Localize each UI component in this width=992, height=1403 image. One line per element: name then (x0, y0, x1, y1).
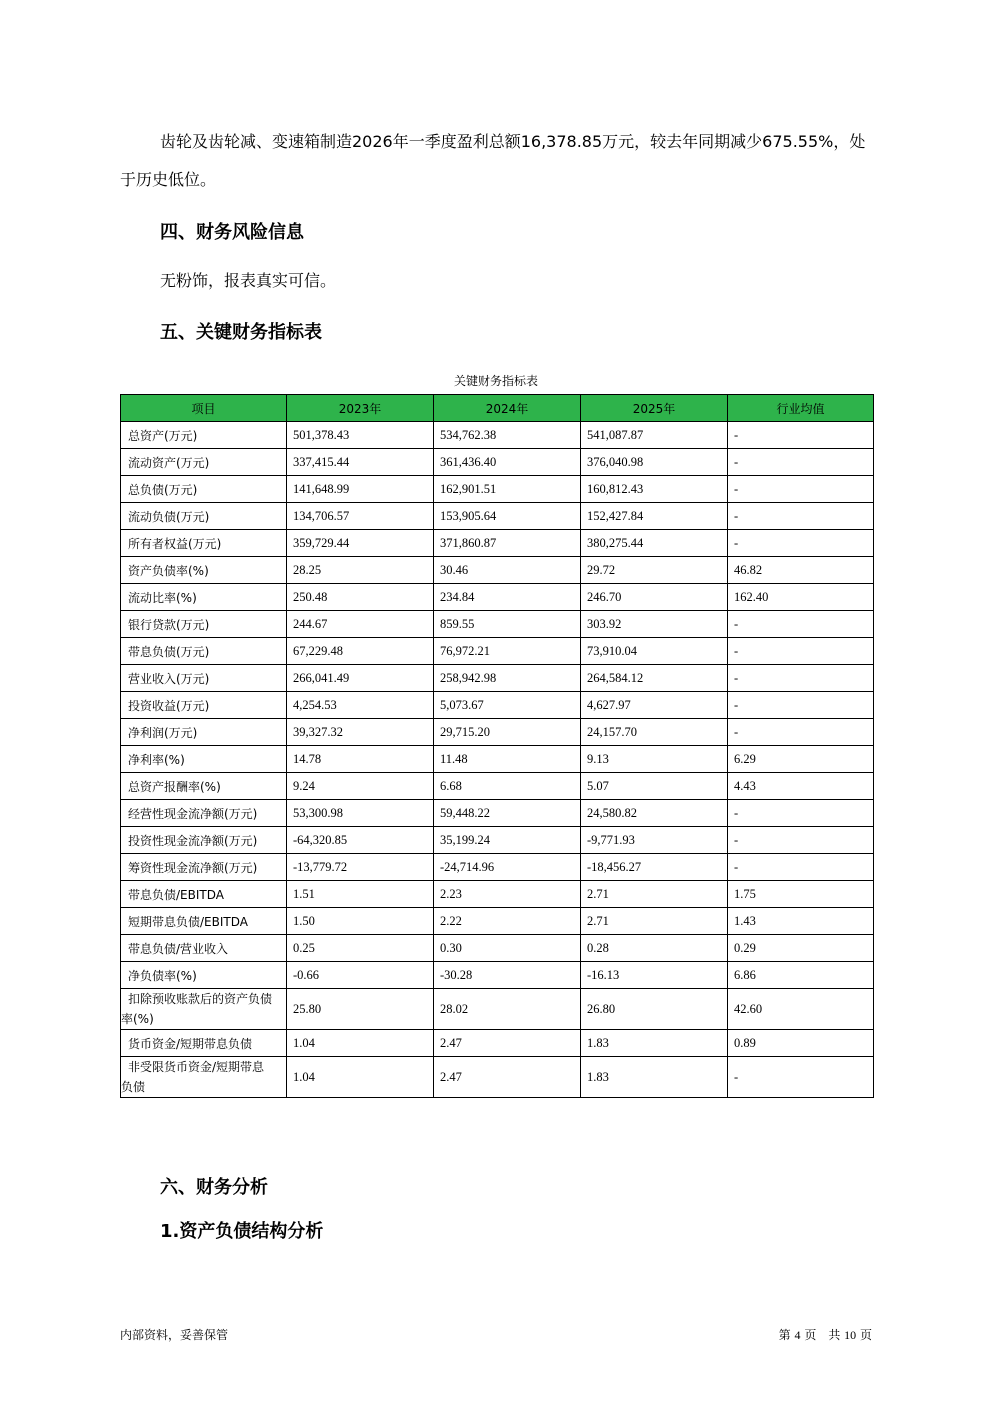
row-label: 净利率(%) (121, 746, 287, 773)
cell-y2024: 2.47 (434, 1057, 581, 1098)
cell-y2023: 0.25 (287, 935, 434, 962)
cell-y2023: 1.04 (287, 1030, 434, 1057)
cell-industry-avg: - (728, 719, 874, 746)
cell-industry-avg: - (728, 800, 874, 827)
row-label: 净利润(万元) (121, 719, 287, 746)
key-financial-table (120, 394, 874, 1098)
cell-y2025: 303.92 (581, 611, 728, 638)
cell-y2023: 14.78 (287, 746, 434, 773)
cell-industry-avg: 1.75 (728, 881, 874, 908)
cell-y2023: -13,779.72 (287, 854, 434, 881)
cell-y2024: 76,972.21 (434, 638, 581, 665)
cell-y2023: 141,648.99 (287, 476, 434, 503)
cell-industry-avg: - (728, 665, 874, 692)
cell-y2025: 246.70 (581, 584, 728, 611)
cell-y2024: 2.47 (434, 1030, 581, 1057)
cell-y2023: 53,300.98 (287, 800, 434, 827)
cell-y2024: 0.30 (434, 935, 581, 962)
row-label-line-2: 率(%) (121, 1012, 154, 1026)
cell-y2024: 371,860.87 (434, 530, 581, 557)
row-label (121, 989, 287, 1030)
row-label: 流动比率(%) (121, 584, 287, 611)
intro-paragraph: 齿轮及齿轮减、变速箱制造2026年一季度盈利总额16,378.85万元，较去年同期减少675.55%，处于历史低位。 (120, 132, 866, 189)
table-row (121, 476, 874, 503)
cell-y2025: 160,812.43 (581, 476, 728, 503)
row-label: 带息负债/营业收入 (121, 935, 287, 962)
header-item: 项目 (121, 395, 287, 422)
table-row (121, 692, 874, 719)
cell-y2025: 2.71 (581, 908, 728, 935)
cell-y2024: 30.46 (434, 557, 581, 584)
cell-y2025: 541,087.87 (581, 422, 728, 449)
table-row (121, 962, 874, 989)
cell-y2025: 24,157.70 (581, 719, 728, 746)
cell-y2023: 67,229.48 (287, 638, 434, 665)
cell-industry-avg: 0.29 (728, 935, 874, 962)
cell-y2024: -24,714.96 (434, 854, 581, 881)
table-row (121, 854, 874, 881)
cell-y2025: 4,627.97 (581, 692, 728, 719)
table-row (121, 449, 874, 476)
cell-industry-avg: - (728, 638, 874, 665)
table-body (121, 422, 874, 1098)
page-current: 4 (794, 1328, 801, 1342)
table-row (121, 557, 874, 584)
cell-y2024: 11.48 (434, 746, 581, 773)
table-row (121, 989, 874, 1030)
row-label-line-1: 扣除预收账款后的资产负债 (128, 992, 273, 1006)
row-label-line-1: 非受限货币资金/短期带息 (128, 1060, 265, 1074)
cell-y2024: 35,199.24 (434, 827, 581, 854)
cell-y2024: 5,073.67 (434, 692, 581, 719)
cell-y2024: 6.68 (434, 773, 581, 800)
cell-y2023: 266,041.49 (287, 665, 434, 692)
cell-y2023: 4,254.53 (287, 692, 434, 719)
row-label: 总负债(万元) (121, 476, 287, 503)
cell-y2024: -30.28 (434, 962, 581, 989)
row-label: 所有者权益(万元) (121, 530, 287, 557)
row-label: 带息负债(万元) (121, 638, 287, 665)
cell-y2024: 153,905.64 (434, 503, 581, 530)
table-row (121, 638, 874, 665)
cell-y2023: 1.51 (287, 881, 434, 908)
table-header-row (121, 395, 874, 422)
cell-industry-avg: - (728, 692, 874, 719)
section-5-title: 五、关键财务指标表 (160, 322, 322, 343)
page-prefix: 第 (778, 1328, 791, 1342)
row-label: 带息负债/EBITDA (121, 881, 287, 908)
cell-y2025: 5.07 (581, 773, 728, 800)
cell-y2024: 28.02 (434, 989, 581, 1030)
cell-y2023: 1.50 (287, 908, 434, 935)
page-suffix: 页 (859, 1328, 872, 1342)
cell-y2025: 29.72 (581, 557, 728, 584)
cell-industry-avg: 46.82 (728, 557, 874, 584)
footer-confidential: 内部资料，妥善保管 (120, 1328, 229, 1342)
row-label: 筹资性现金流净额(万元) (121, 854, 287, 881)
cell-y2023: 244.67 (287, 611, 434, 638)
cell-y2024: 2.23 (434, 881, 581, 908)
table-caption: 关键财务指标表 (453, 374, 538, 388)
table-row (121, 719, 874, 746)
cell-y2023: 359,729.44 (287, 530, 434, 557)
cell-y2024: 258,942.98 (434, 665, 581, 692)
section-6-sub-1: 1.资产负债结构分析 (160, 1221, 324, 1242)
cell-y2024: 29,715.20 (434, 719, 581, 746)
cell-industry-avg: - (728, 611, 874, 638)
cell-industry-avg: 1.43 (728, 908, 874, 935)
row-label (121, 1057, 287, 1098)
cell-y2023: 28.25 (287, 557, 434, 584)
table-row (121, 935, 874, 962)
header-2025: 2025年 (581, 395, 728, 422)
cell-y2025: 73,910.04 (581, 638, 728, 665)
cell-industry-avg: 6.86 (728, 962, 874, 989)
cell-y2025: 0.28 (581, 935, 728, 962)
cell-y2023: -0.66 (287, 962, 434, 989)
cell-y2025: 264,584.12 (581, 665, 728, 692)
cell-y2024: 534,762.38 (434, 422, 581, 449)
cell-y2023: 337,415.44 (287, 449, 434, 476)
row-label: 短期带息负债/EBITDA (121, 908, 287, 935)
table-row (121, 746, 874, 773)
cell-y2025: 24,580.82 (581, 800, 728, 827)
cell-y2024: 2.22 (434, 908, 581, 935)
cell-y2024: 234.84 (434, 584, 581, 611)
row-label: 经营性现金流净额(万元) (121, 800, 287, 827)
row-label: 货币资金/短期带息负债 (121, 1030, 287, 1057)
row-label: 资产负债率(%) (121, 557, 287, 584)
cell-y2024: 361,436.40 (434, 449, 581, 476)
header-2024: 2024年 (434, 395, 581, 422)
row-label: 投资收益(万元) (121, 692, 287, 719)
cell-industry-avg: - (728, 422, 874, 449)
cell-y2023: 134,706.57 (287, 503, 434, 530)
section-6-title: 六、财务分析 (160, 1177, 268, 1198)
cell-y2025: 380,275.44 (581, 530, 728, 557)
row-label: 流动负债(万元) (121, 503, 287, 530)
cell-y2025: 9.13 (581, 746, 728, 773)
cell-y2023: 9.24 (287, 773, 434, 800)
header-industry-avg: 行业均值 (728, 395, 874, 422)
section-4-title: 四、财务风险信息 (160, 222, 304, 243)
cell-y2023: 25.80 (287, 989, 434, 1030)
cell-industry-avg: - (728, 449, 874, 476)
row-label: 净负债率(%) (121, 962, 287, 989)
table-row (121, 1057, 874, 1098)
table-row (121, 881, 874, 908)
cell-industry-avg: 162.40 (728, 584, 874, 611)
cell-y2024: 59,448.22 (434, 800, 581, 827)
row-label: 总资产报酬率(%) (121, 773, 287, 800)
cell-y2024: 162,901.51 (434, 476, 581, 503)
cell-y2025: 26.80 (581, 989, 728, 1030)
cell-y2024: 859.55 (434, 611, 581, 638)
section-4-body: 无粉饰，报表真实可信。 (160, 271, 337, 290)
cell-y2025: 1.83 (581, 1030, 728, 1057)
table-row (121, 503, 874, 530)
table-row (121, 827, 874, 854)
cell-y2025: 2.71 (581, 881, 728, 908)
cell-y2025: 152,427.84 (581, 503, 728, 530)
cell-y2023: 39,327.32 (287, 719, 434, 746)
cell-industry-avg: - (728, 530, 874, 557)
cell-industry-avg: 0.89 (728, 1030, 874, 1057)
cell-industry-avg: - (728, 503, 874, 530)
table-row (121, 800, 874, 827)
cell-y2023: -64,320.85 (287, 827, 434, 854)
table-row (121, 773, 874, 800)
cell-y2025: -9,771.93 (581, 827, 728, 854)
row-label: 流动资产(万元) (121, 449, 287, 476)
table-row (121, 530, 874, 557)
row-label: 总资产(万元) (121, 422, 287, 449)
cell-y2025: -16.13 (581, 962, 728, 989)
page-total: 10 (844, 1328, 857, 1342)
cell-industry-avg: - (728, 1057, 874, 1098)
cell-y2025: 376,040.98 (581, 449, 728, 476)
cell-y2023: 1.04 (287, 1057, 434, 1098)
row-label: 营业收入(万元) (121, 665, 287, 692)
cell-industry-avg: - (728, 476, 874, 503)
cell-industry-avg: 6.29 (728, 746, 874, 773)
cell-y2025: -18,456.27 (581, 854, 728, 881)
table-row (121, 908, 874, 935)
page-mid: 页 共 (804, 1328, 841, 1342)
cell-y2023: 250.48 (287, 584, 434, 611)
table-row (121, 422, 874, 449)
cell-industry-avg: - (728, 854, 874, 881)
cell-industry-avg: 42.60 (728, 989, 874, 1030)
cell-y2023: 501,378.43 (287, 422, 434, 449)
table-row (121, 611, 874, 638)
table-row (121, 584, 874, 611)
cell-industry-avg: - (728, 827, 874, 854)
header-2023: 2023年 (287, 395, 434, 422)
cell-y2025: 1.83 (581, 1057, 728, 1098)
footer-page-number (779, 1326, 872, 1343)
table-row (121, 665, 874, 692)
table-row (121, 1030, 874, 1057)
row-label: 银行贷款(万元) (121, 611, 287, 638)
row-label-line-2: 负债 (121, 1080, 146, 1094)
cell-industry-avg: 4.43 (728, 773, 874, 800)
row-label: 投资性现金流净额(万元) (121, 827, 287, 854)
